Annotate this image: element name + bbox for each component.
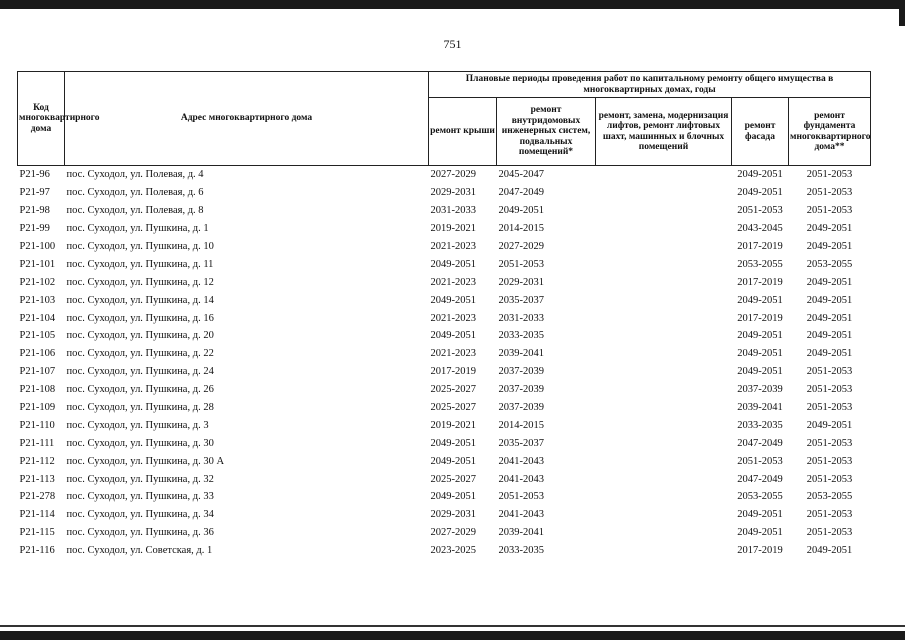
cell-engineering: 2031-2033 <box>498 312 544 324</box>
cell-code: Р21-107 <box>19 366 56 378</box>
cell-code: Р21-99 <box>19 223 50 235</box>
cell-facade: 2017-2019 <box>737 241 783 252</box>
cell-address: пос. Суходол, ул. Пушкина, д. 30 <box>66 437 214 449</box>
cell-foundation: 2051-2053 <box>806 366 853 378</box>
cell-code: Р21-98 <box>19 205 50 217</box>
table-row <box>18 202 871 220</box>
cell-address: пос. Суходол, ул. Пушкина, д. 16 <box>66 312 214 324</box>
cell-engineering: 2037-2039 <box>498 384 544 396</box>
cell-code: Р21-105 <box>19 330 56 342</box>
cell-code: Р21-109 <box>19 402 56 414</box>
cell-elevators <box>596 506 732 524</box>
cell-facade: 2053-2055 <box>737 491 783 503</box>
cell-facade: 2049-2051 <box>737 187 783 199</box>
cell-code: Р21-108 <box>19 384 56 396</box>
cell-roof: 2021-2023 <box>430 276 476 288</box>
cell-foundation: 2049-2051 <box>806 294 853 306</box>
cell-facade: 2037-2039 <box>737 384 783 396</box>
cell-code: Р21-102 <box>19 276 56 288</box>
cell-elevators <box>596 255 732 273</box>
cell-engineering: 2047-2049 <box>498 187 544 199</box>
table-row <box>18 524 871 542</box>
cell-code: Р21-115 <box>19 527 55 539</box>
cell-address: пос. Суходол, ул. Полевая, д. 4 <box>66 169 204 181</box>
cell-engineering: 2051-2053 <box>498 491 544 503</box>
cell-facade: 2049-2051 <box>737 294 783 306</box>
cell-elevators <box>596 202 732 220</box>
cell-address: пос. Суходол, ул. Пушкина, д. 26 <box>66 384 214 396</box>
cell-elevators <box>596 327 732 345</box>
cell-facade: 2017-2019 <box>737 276 783 288</box>
cell-address: пос. Суходол, ул. Пушкина, д. 32 <box>66 473 214 485</box>
table-row <box>18 399 871 417</box>
cell-code: Р21-110 <box>19 419 55 431</box>
table-row <box>18 434 871 452</box>
cell-roof: 2049-2051 <box>430 330 476 342</box>
bottom-border-bar <box>0 631 905 640</box>
table-row <box>18 363 871 381</box>
cell-elevators <box>596 184 732 202</box>
cell-facade: 2039-2041 <box>737 402 783 414</box>
cell-foundation: 2051-2053 <box>806 473 853 485</box>
cell-address: пос. Суходол, ул. Полевая, д. 8 <box>66 205 204 217</box>
cell-address: пос. Суходол, ул. Пушкина, д. 22 <box>66 348 214 360</box>
cell-code: Р21-100 <box>19 241 56 252</box>
cell-foundation: 2053-2055 <box>806 491 853 503</box>
cell-foundation: 2051-2053 <box>806 384 853 396</box>
cell-elevators <box>596 434 732 452</box>
table-body <box>18 166 871 560</box>
cell-facade: 2047-2049 <box>737 437 783 449</box>
cell-elevators <box>596 488 732 506</box>
cell-address: пос. Суходол, ул. Пушкина, д. 24 <box>66 366 214 378</box>
cell-elevators <box>596 309 732 327</box>
cell-engineering: 2033-2035 <box>498 330 544 342</box>
cell-code: Р21-114 <box>19 509 55 521</box>
cell-facade: 2051-2053 <box>737 205 783 217</box>
cell-facade: 2049-2051 <box>737 527 783 539</box>
cell-foundation: 2051-2053 <box>806 402 853 414</box>
cell-roof: 2025-2027 <box>430 402 476 414</box>
cell-facade: 2049-2051 <box>737 348 783 360</box>
cell-address: пос. Суходол, ул. Полевая, д. 6 <box>66 187 204 199</box>
cell-code: Р21-96 <box>19 169 50 181</box>
cell-address: пос. Суходол, ул. Пушкина, д. 3 <box>66 419 209 431</box>
cell-roof: 2017-2019 <box>430 366 476 378</box>
header-code: Код многоквартирного дома <box>18 72 65 166</box>
cell-engineering: 2037-2039 <box>498 402 544 414</box>
cell-foundation: 2051-2053 <box>806 205 853 217</box>
cell-engineering: 2014-2015 <box>498 419 544 431</box>
cell-engineering: 2035-2037 <box>498 437 544 449</box>
table-row <box>18 255 871 273</box>
cell-facade: 2053-2055 <box>737 258 783 270</box>
cell-elevators <box>596 470 732 488</box>
cell-roof: 2049-2051 <box>430 258 476 270</box>
cell-elevators <box>596 381 732 399</box>
cell-address: пос. Суходол, ул. Пушкина, д. 28 <box>66 402 214 414</box>
cell-address: пос. Суходол, ул. Пушкина, д. 14 <box>66 294 214 306</box>
table-row <box>18 470 871 488</box>
cell-facade: 2049-2051 <box>737 330 783 342</box>
cell-address: пос. Суходол, ул. Пушкина, д. 12 <box>66 276 214 288</box>
table-row <box>18 184 871 202</box>
table-row <box>18 273 871 291</box>
table-header <box>18 72 871 166</box>
cell-facade: 2033-2035 <box>737 419 783 431</box>
cell-engineering: 2027-2029 <box>498 241 544 252</box>
cell-address: пос. Суходол, ул. Пушкина, д. 33 <box>66 491 214 503</box>
cell-elevators <box>596 363 732 381</box>
header-facade: ремонт фасада <box>732 98 789 166</box>
cell-engineering: 2029-2031 <box>498 276 544 288</box>
table-row <box>18 166 871 184</box>
table-row <box>18 238 871 256</box>
cell-engineering: 2035-2037 <box>498 294 544 306</box>
cell-roof: 2019-2021 <box>430 223 476 235</box>
top-right-edge-mark <box>899 0 905 26</box>
cell-facade: 2047-2049 <box>737 473 783 485</box>
cell-elevators <box>596 416 732 434</box>
cell-address: пос. Суходол, ул. Пушкина, д. 34 <box>66 509 214 521</box>
cell-code: Р21-103 <box>19 294 56 306</box>
cell-roof: 2027-2029 <box>430 527 476 539</box>
cell-roof: 2049-2051 <box>430 294 476 306</box>
cell-engineering: 2039-2041 <box>498 348 544 360</box>
cell-foundation: 2049-2051 <box>806 545 853 557</box>
table-row <box>18 309 871 327</box>
cell-facade: 2051-2053 <box>737 455 783 467</box>
cell-elevators <box>596 542 732 560</box>
cell-elevators <box>596 399 732 417</box>
cell-engineering: 2041-2043 <box>498 473 544 485</box>
cell-roof: 2021-2023 <box>430 312 476 324</box>
header-foundation: ремонт фундамента многоквартирного дома** <box>789 98 871 166</box>
cell-roof: 2023-2025 <box>430 545 476 557</box>
cell-engineering: 2045-2047 <box>498 169 544 181</box>
cell-engineering: 2033-2035 <box>498 545 544 557</box>
cell-foundation: 2049-2051 <box>806 419 853 431</box>
header-engineering: ремонт внутридомовых инженерных систем, подвальных помещений* <box>497 98 596 166</box>
cell-code: Р21-97 <box>19 187 50 199</box>
cell-foundation: 2051-2053 <box>806 455 853 467</box>
cell-roof: 2027-2029 <box>430 169 476 181</box>
table-row <box>18 452 871 470</box>
cell-facade: 2049-2051 <box>737 509 783 521</box>
cell-roof: 2021-2023 <box>430 348 476 360</box>
cell-elevators <box>596 238 732 256</box>
cell-facade: 2049-2051 <box>737 169 783 181</box>
cell-foundation: 2049-2051 <box>806 223 853 235</box>
cell-code: Р21-104 <box>19 312 56 324</box>
cell-address: пос. Суходол, ул. Пушкина, д. 11 <box>66 258 214 270</box>
table-row <box>18 345 871 363</box>
cell-foundation: 2049-2051 <box>806 276 853 288</box>
table-row <box>18 542 871 560</box>
cell-engineering: 2041-2043 <box>498 509 544 521</box>
cell-facade: 2017-2019 <box>737 545 783 557</box>
cell-foundation: 2053-2055 <box>806 258 853 270</box>
cell-roof: 2029-2031 <box>430 187 476 199</box>
cell-code: Р21-106 <box>19 348 56 360</box>
cell-address: пос. Суходол, ул. Пушкина, д. 1 <box>66 223 209 235</box>
table-row <box>18 220 871 238</box>
cell-roof: 2029-2031 <box>430 509 476 521</box>
table-row <box>18 506 871 524</box>
cell-roof: 2049-2051 <box>430 455 476 467</box>
cell-foundation: 2051-2053 <box>806 437 853 449</box>
header-elevators: ремонт, замена, модернизация лифтов, ремонт лифтовых шахт, машинных и блочных помещений <box>596 98 732 166</box>
cell-engineering: 2051-2053 <box>498 258 544 270</box>
cell-facade: 2043-2045 <box>737 223 783 235</box>
cell-foundation: 2049-2051 <box>806 348 853 360</box>
cell-roof: 2049-2051 <box>430 437 476 449</box>
cell-address: пос. Суходол, ул. Пушкина, д. 30 А <box>66 455 225 467</box>
cell-code: Р21-278 <box>19 491 56 503</box>
cell-code: Р21-101 <box>19 258 56 270</box>
table-row <box>18 488 871 506</box>
cell-engineering: 2039-2041 <box>498 527 544 539</box>
cell-elevators <box>596 166 732 184</box>
cell-code: Р21-112 <box>19 455 55 467</box>
cell-facade: 2049-2051 <box>737 366 783 378</box>
capital-repair-table <box>17 71 871 560</box>
page-number: 751 <box>443 37 462 51</box>
cell-code: Р21-111 <box>19 437 55 449</box>
cell-engineering: 2037-2039 <box>498 366 544 378</box>
cell-address: пос. Суходол, ул. Пушкина, д. 20 <box>66 330 214 342</box>
cell-elevators <box>596 273 732 291</box>
cell-engineering: 2041-2043 <box>498 455 544 467</box>
table-row <box>18 327 871 345</box>
header-roof: ремонт крыши <box>429 98 497 166</box>
table-row <box>18 416 871 434</box>
cell-foundation: 2051-2053 <box>806 509 853 521</box>
header-periods: Плановые периоды проведения работ по капитальному ремонту общего имущества в многоквартирных домах, годы <box>429 72 871 98</box>
cell-roof: 2031-2033 <box>430 205 476 217</box>
cell-elevators <box>596 345 732 363</box>
cell-code: Р21-116 <box>19 545 55 557</box>
cell-roof: 2025-2027 <box>430 384 476 396</box>
cell-elevators <box>596 524 732 542</box>
cell-facade: 2017-2019 <box>737 312 783 324</box>
cell-elevators <box>596 291 732 309</box>
cell-roof: 2019-2021 <box>430 419 476 431</box>
cell-roof: 2021-2023 <box>430 241 476 252</box>
cell-foundation: 2049-2051 <box>806 330 853 342</box>
cell-foundation: 2051-2053 <box>806 187 853 199</box>
cell-roof: 2049-2051 <box>430 491 476 503</box>
cell-elevators <box>596 452 732 470</box>
table-row <box>18 291 871 309</box>
cell-roof: 2025-2027 <box>430 473 476 485</box>
cell-elevators <box>596 220 732 238</box>
cell-foundation: 2049-2051 <box>806 312 853 324</box>
bottom-border-line <box>0 625 905 627</box>
table-row <box>18 381 871 399</box>
cell-foundation: 2051-2053 <box>806 169 853 181</box>
cell-engineering: 2014-2015 <box>498 223 544 235</box>
top-border-bar <box>0 0 905 9</box>
cell-address: пос. Суходол, ул. Советская, д. 1 <box>66 545 213 557</box>
header-address: Адрес многоквартирного дома <box>65 72 429 166</box>
cell-foundation: 2049-2051 <box>806 241 853 252</box>
cell-foundation: 2051-2053 <box>806 527 853 539</box>
cell-address: пос. Суходол, ул. Пушкина, д. 10 <box>66 241 214 252</box>
cell-address: пос. Суходол, ул. Пушкина, д. 36 <box>66 527 214 539</box>
cell-code: Р21-113 <box>19 473 55 485</box>
cell-engineering: 2049-2051 <box>498 205 544 217</box>
